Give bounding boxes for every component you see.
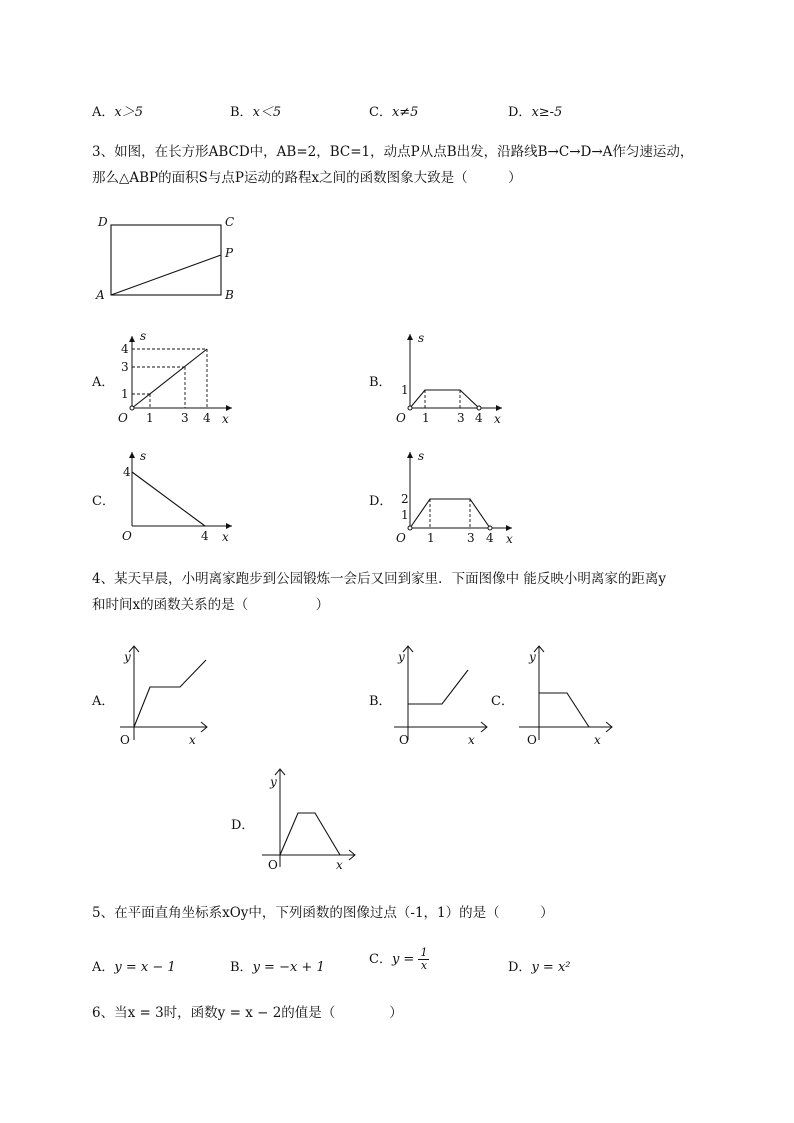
q3-option-b-graph	[390, 330, 510, 425]
q3-option-a-graph	[112, 330, 242, 425]
axis-label-y: y	[529, 650, 536, 664]
tick-x-3: 3	[181, 411, 189, 425]
label-p: P	[225, 246, 234, 260]
x-axis-arrow	[506, 525, 512, 531]
x-axis-arrow	[496, 405, 502, 411]
tick-x-4: 4	[203, 411, 211, 425]
q4-option-a-letter: A．	[92, 694, 115, 709]
graph-line	[410, 499, 490, 528]
graph-line	[408, 670, 468, 704]
q4-option-c-graph	[515, 640, 625, 755]
axis-label-y: y	[398, 650, 405, 664]
tick-y-3: 3	[121, 360, 129, 374]
q3-option-d-letter: D．	[369, 494, 393, 509]
q4-option-b-letter: B．	[369, 694, 392, 709]
end-dot	[488, 526, 492, 530]
axis-label-x: x	[222, 530, 229, 544]
tick-x-4: 4	[486, 531, 494, 545]
q2-option-a	[92, 101, 143, 120]
label-b: B	[225, 288, 234, 302]
tick-x-3: 3	[467, 531, 475, 545]
axis-label-s: s	[140, 329, 147, 343]
origin-label: O	[396, 531, 406, 545]
fraction-numerator: 1	[420, 946, 428, 959]
q2-option-d-letter: D．	[508, 105, 532, 120]
q3-option-c-letter: C．	[92, 494, 115, 509]
q3-stem-line-1: 3、如图，在长方形ABCD中，AB=2，BC=1，动点P从点B出发，沿路线B→C→D→A作匀速运动，	[92, 144, 694, 160]
q2-option-a-letter: A．	[92, 105, 115, 120]
x-axis-arrow	[226, 405, 232, 411]
q5-option-c-fraction	[418, 947, 429, 972]
q5-option-a-letter: A．	[92, 960, 115, 975]
q5-option-a	[92, 956, 176, 975]
tick-y-1: 1	[401, 508, 409, 522]
q5-stem: 5、在平面直角坐标系xOy中，下列函数的图像过点（-1，1）的是（ ）	[92, 905, 554, 921]
q5-option-b-expr: y = −x + 1	[252, 960, 325, 975]
fraction-denominator: x	[420, 959, 428, 972]
tick-y-1: 1	[401, 383, 409, 397]
q2-option-d-expr: x≥-5	[531, 105, 563, 120]
tick-y-4: 4	[121, 342, 129, 356]
q4-option-d-letter: D．	[231, 818, 255, 833]
q5-option-b-letter: B．	[230, 960, 253, 975]
q2-option-c-letter: C．	[369, 105, 392, 120]
origin-label: O	[399, 733, 409, 747]
q3-option-c-graph	[112, 448, 242, 543]
q4-option-a-graph	[110, 640, 220, 755]
y-axis-arrow	[407, 452, 413, 458]
tick-x-1: 1	[427, 531, 435, 545]
axis-label-s: s	[140, 449, 147, 463]
label-d: D	[98, 215, 108, 229]
axis-label-y: y	[124, 650, 131, 664]
tick-x-4: 4	[201, 529, 209, 543]
y-axis-arrow	[407, 334, 413, 340]
q6-stem: 6、当x = 3时，函数y = x − 2的值是（ ）	[92, 1005, 403, 1021]
x-axis-arrow	[226, 523, 232, 529]
axis-label-x: x	[506, 532, 513, 546]
tick-x-1: 1	[146, 411, 154, 425]
q5-option-d	[508, 956, 570, 975]
origin-label: O	[118, 411, 128, 425]
q3-option-d-graph	[390, 448, 520, 546]
q5-option-a-expr: y = x − 1	[114, 960, 176, 975]
axis-label-x: x	[189, 733, 196, 747]
axis-label-x: x	[222, 412, 229, 426]
q2-option-b-letter: B．	[230, 105, 253, 120]
q2-option-d	[508, 101, 562, 120]
axis-label-s: s	[418, 449, 425, 463]
axis-label-y: y	[270, 775, 277, 789]
label-a: A	[96, 288, 105, 302]
end-dot	[477, 406, 481, 410]
q2-option-a-expr: x＞5	[114, 105, 143, 120]
q4-stem-line-2: 和时间x的函数关系的是（ ）	[92, 597, 330, 613]
q3-rectangle-figure	[90, 210, 250, 310]
graph-line	[410, 390, 479, 408]
axis-label-x: x	[594, 733, 601, 747]
q5-option-d-letter: D．	[508, 960, 532, 975]
label-c: C	[225, 215, 235, 229]
q5-option-c	[369, 947, 429, 972]
graph-line	[132, 349, 207, 408]
q3-option-a-letter: A．	[92, 375, 115, 390]
axis-label-x: x	[468, 733, 475, 747]
origin-dot	[130, 406, 134, 410]
y-axis-arrow	[129, 452, 135, 458]
q5-option-b	[230, 956, 325, 975]
origin-dot	[408, 526, 412, 530]
origin-label: O	[122, 529, 132, 543]
y-axis-arrow	[129, 336, 135, 342]
q4-stem-line-1: 4、某天早晨，小明离家跑步到公园锻炼一会后又回到家里．下面图像中 能反映小明离家的距离y	[92, 571, 667, 587]
q2-option-b-expr: x＜5	[252, 105, 282, 120]
q3-option-b-letter: B．	[369, 375, 392, 390]
tick-y-1: 1	[121, 387, 129, 401]
axis-label-x: x	[336, 858, 343, 872]
tick-y-2: 2	[401, 492, 409, 506]
q3-stem-line-2: 那么△ABP的面积S与点P运动的路程x之间的函数图象大致是（ ）	[92, 170, 522, 186]
graph-line	[132, 472, 205, 526]
origin-label: O	[527, 733, 537, 747]
tick-x-4: 4	[475, 411, 483, 425]
graph-line	[539, 693, 589, 727]
q5-option-d-expr: y = x²	[531, 960, 571, 975]
tick-x-1: 1	[422, 411, 430, 425]
axis-label-x: x	[494, 412, 501, 426]
q4-option-b-graph	[390, 640, 500, 755]
q4-option-d-graph	[258, 763, 368, 878]
q2-option-c-expr: x≠5	[391, 105, 419, 120]
q5-option-c-prefix: y =	[391, 952, 415, 967]
q2-option-c	[369, 101, 418, 120]
q4-option-c-letter: C．	[491, 694, 514, 709]
tick-y-4: 4	[123, 465, 131, 479]
q2-option-b	[230, 101, 281, 120]
origin-dot	[408, 406, 412, 410]
axis-label-s: s	[418, 331, 425, 345]
origin-label: O	[120, 733, 130, 747]
q5-option-c-letter: C．	[369, 952, 392, 967]
graph-line	[280, 813, 340, 855]
graph-line	[134, 660, 206, 727]
rectangle-abcd	[111, 225, 221, 295]
origin-label: O	[396, 411, 406, 425]
segment-ap	[111, 255, 221, 295]
origin-label: O	[268, 858, 278, 872]
tick-x-3: 3	[457, 411, 465, 425]
